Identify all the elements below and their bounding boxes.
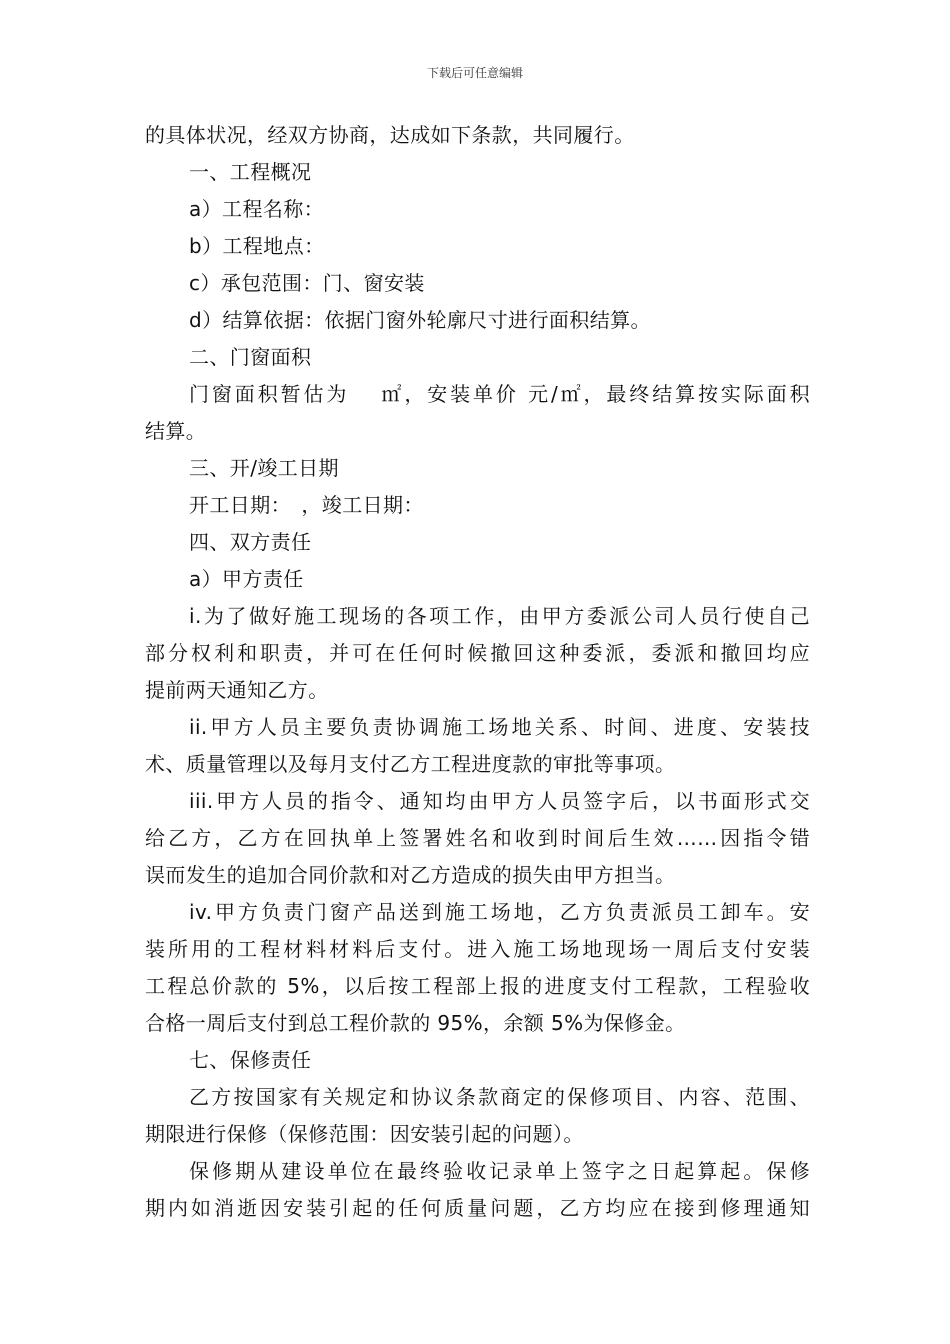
- window-area-paragraph-line: 门窗面积暂估为 ㎡，安装单价 元/㎡，最终结算按实际面积: [189, 382, 810, 406]
- warranty-period-line: 保修期从建设单位在最终验收记录单上签字之日起算起。保修: [189, 1159, 810, 1183]
- clause-iv-line: iv.甲方负责门窗产品送到施工场地，乙方负责派员工卸车。安: [189, 900, 810, 924]
- section-heading-project-overview: 一、工程概况: [189, 160, 312, 184]
- section-heading-responsibilities: 四、双方责任: [189, 530, 312, 554]
- clause-iv-line: 合格一周后支付到总工程价款的 95%，余额 5%为保修金。: [145, 1011, 686, 1035]
- clause-iii-line: 误而发生的追加合同价款和对乙方造成的损失由甲方担当。: [145, 863, 676, 887]
- window-area-paragraph-line: 结算。: [145, 419, 207, 443]
- clause-iv-line: 工程总价款的 5%，以后按工程部上报的进度支付工程款，工程验收: [145, 974, 810, 998]
- intro-paragraph: 的具体状况，经双方协商，达成如下条款，共同履行。: [145, 123, 635, 147]
- warranty-paragraph-line: 期限进行保修（保修范围：因安装引起的问题）。: [145, 1122, 584, 1146]
- project-location-item: b）工程地点：: [189, 234, 325, 258]
- clause-iii-line: 给乙方，乙方在回执单上签署姓名和收到时间后生效……因指令错: [145, 826, 810, 850]
- clause-ii-line: ii.甲方人员主要负责协调施工场地关系、时间、进度、安装技: [189, 715, 810, 739]
- clause-iii-line: iii.甲方人员的指令、通知均由甲方人员签字后，以书面形式交: [189, 789, 810, 813]
- section-heading-dates: 三、开/竣工日期: [189, 456, 339, 480]
- clause-ii-line: 术、质量管理以及每月支付乙方工程进度款的审批等事项。: [145, 752, 676, 776]
- warranty-paragraph-line: 乙方按国家有关规定和协议条款商定的保修项目、内容、范围、: [189, 1085, 810, 1109]
- page-header: 下载后可任意编辑: [426, 66, 523, 80]
- warranty-period-line: 期内如消逝因安装引起的任何质量问题，乙方均应在接到修理通知: [145, 1196, 810, 1220]
- clause-i-line: 提前两天通知乙方。: [145, 678, 329, 702]
- contract-scope-item: c）承包范围：门、窗安装: [189, 271, 425, 295]
- section-heading-warranty: 七、保修责任: [189, 1048, 312, 1072]
- clause-i-line: i.为了做好施工现场的各项工作，由甲方委派公司人员行使自己: [189, 604, 810, 628]
- project-name-item: a）工程名称：: [189, 197, 325, 221]
- document-body: [145, 117, 810, 1227]
- clause-iv-line: 装所用的工程材料材料后支付。进入施工场地现场一周后支付安装: [145, 937, 810, 961]
- clause-i-line: 部分权利和职责，并可在任何时候撤回这种委派，委派和撤回均应: [145, 641, 810, 665]
- section-heading-window-area: 二、门窗面积: [189, 345, 312, 369]
- party-a-responsibility-heading: a）甲方责任: [189, 567, 304, 591]
- settlement-basis-item: d）结算依据：依据门窗外轮廓尺寸进行面积结算。: [189, 308, 651, 332]
- dates-line: 开工日期： ，竣工日期：: [189, 493, 424, 517]
